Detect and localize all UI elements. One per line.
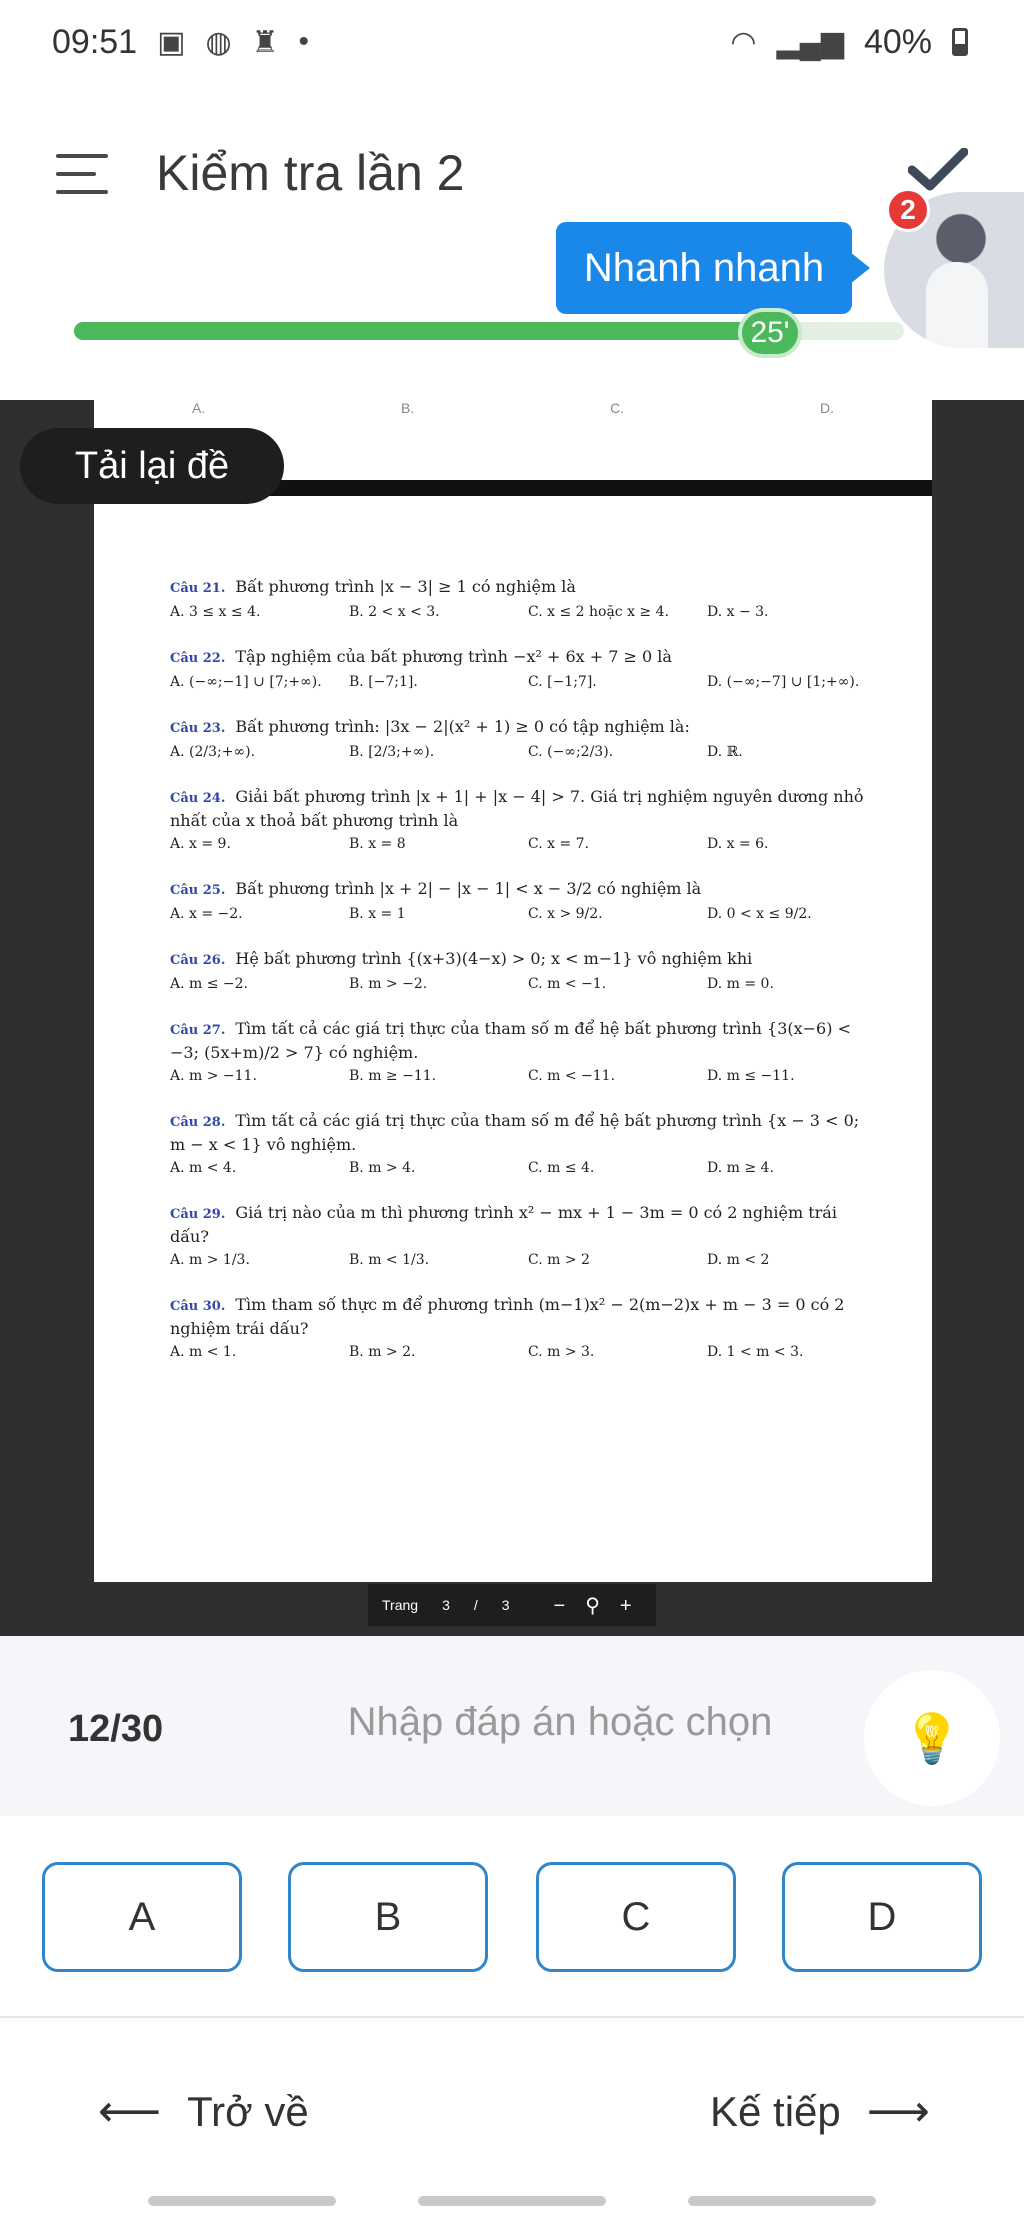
zoom-in-icon[interactable]: + xyxy=(619,1594,652,1617)
lightbulb-icon: 💡 xyxy=(902,1712,962,1766)
question-option: C. x > 9/2. xyxy=(528,906,603,922)
question-option: A. (2/3;+∞). xyxy=(170,744,256,760)
question-option: C. [−1;7]. xyxy=(528,674,597,690)
next-label: Kế tiếp xyxy=(710,2087,841,2135)
hint-button[interactable] xyxy=(864,1670,1000,1806)
pager-total: 3 xyxy=(501,1597,510,1613)
question-label: Câu 22. xyxy=(170,651,226,666)
question-text: Tìm tất cả các giá trị thực của tham số m để hệ bất phương trình {3(x−6) < −3; (5x+m)/2 > 7} có nghiệm. xyxy=(170,1019,851,1062)
battery-icon xyxy=(952,28,968,56)
choice-b-button[interactable]: B xyxy=(288,1862,488,1972)
question-text: Bất phương trình |x + 2| − |x − 1| < x − 3/2 có nghiệm là xyxy=(235,879,702,898)
question-option: D. 0 < x ≤ 9/2. xyxy=(707,906,812,922)
question-option: C. m < −1. xyxy=(528,976,607,992)
question-option: B. [−7;1]. xyxy=(349,674,418,690)
gallery-icon: ▣ xyxy=(157,25,186,59)
question-option: A. m < 4. xyxy=(170,1160,237,1176)
question-option: B. m > 4. xyxy=(349,1160,416,1176)
quiz-header xyxy=(0,84,1024,400)
messenger-icon: ◍ xyxy=(205,25,232,59)
gesture-bar xyxy=(0,2186,1024,2217)
question-option: D. (−∞;−7] ∪ [1;+∞). xyxy=(707,674,860,690)
choice-a-button[interactable]: A xyxy=(42,1862,242,1972)
question-option: B. x = 1 xyxy=(349,906,406,922)
question-option: A. x = −2. xyxy=(170,906,243,922)
question-label: Câu 29. xyxy=(170,1207,226,1222)
question-option: A. m > −11. xyxy=(170,1068,257,1084)
timer-badge: 25' xyxy=(738,308,802,358)
question-option: C. x ≤ 2 hoặc x ≥ 4. xyxy=(528,604,669,620)
dot-icon: • xyxy=(298,25,310,58)
question-text: Tìm tham số thực m để phương trình (m−1)x² − 2(m−2)x + m − 3 = 0 có 2 nghiệm trái dấu? xyxy=(170,1295,845,1338)
question-label: Câu 30. xyxy=(170,1299,226,1314)
question-option: B. [2/3;+∞). xyxy=(349,744,435,760)
back-button[interactable] xyxy=(98,2086,309,2137)
question-option: B. 2 < x < 3. xyxy=(349,604,440,620)
question-text: Bất phương trình |x − 3| ≥ 1 có nghiệm là xyxy=(235,577,576,596)
page-navigator xyxy=(368,1584,656,1626)
question-option: A. m > 1/3. xyxy=(170,1252,250,1268)
question-block xyxy=(170,576,876,620)
question-option: B. m > 2. xyxy=(349,1344,416,1360)
question-option: D. 1 < m < 3. xyxy=(707,1344,804,1360)
answer-bar xyxy=(0,1636,1024,1816)
question-option: A. 3 ≤ x ≤ 4. xyxy=(170,604,261,620)
arrow-left-icon: ⟵ xyxy=(98,2087,162,2136)
notification-badge: 2 xyxy=(886,188,930,232)
question-block xyxy=(170,716,876,760)
question-label: Câu 26. xyxy=(170,953,226,968)
fragment-option: D. xyxy=(820,400,835,416)
question-option: C. m > 2 xyxy=(528,1252,590,1268)
choice-d-button[interactable]: D xyxy=(782,1862,982,1972)
question-label: Câu 24. xyxy=(170,791,226,806)
question-option: C. m ≤ 4. xyxy=(528,1160,595,1176)
fragment-option: B. xyxy=(401,400,415,416)
question-text: Giá trị nào của m thì phương trình x² − mx + 1 − 3m = 0 có 2 nghiệm trái dấu? xyxy=(170,1203,837,1246)
question-option: A. m ≤ −2. xyxy=(170,976,249,992)
zoom-out-icon[interactable]: − xyxy=(553,1594,586,1617)
pager-separator: / xyxy=(473,1597,478,1613)
question-block xyxy=(170,1294,876,1360)
question-option: B. m ≥ −11. xyxy=(349,1068,437,1084)
question-block xyxy=(170,1018,876,1084)
question-block xyxy=(170,1202,876,1268)
reaction-bubble: Nhanh nhanh xyxy=(556,222,852,314)
question-option: C. x = 7. xyxy=(528,836,589,852)
check-icon[interactable] xyxy=(908,148,968,192)
question-text: Bất phương trình: |3x − 2|(x² + 1) ≥ 0 có tập nghiệm là: xyxy=(235,717,690,736)
question-label: Câu 28. xyxy=(170,1115,226,1130)
time-progress-fill xyxy=(74,322,771,340)
question-option: C. m > 3. xyxy=(528,1344,595,1360)
question-option: A. m < 1. xyxy=(170,1344,237,1360)
document-page xyxy=(94,496,932,1582)
question-label: Câu 27. xyxy=(170,1023,226,1038)
arrow-right-icon: ⟶ xyxy=(866,2087,930,2136)
fragment-option: A. xyxy=(191,400,206,416)
fragment-option: C. xyxy=(610,400,625,416)
question-text: Hệ bất phương trình {(x+3)(4−x) > 0; x < m−1} vô nghiệm khi xyxy=(235,949,753,968)
document-viewer[interactable] xyxy=(0,400,1024,1636)
question-block xyxy=(170,786,876,852)
pager-current: 3 xyxy=(442,1597,450,1613)
question-option: D. m = 0. xyxy=(707,976,774,992)
question-option: D. m ≥ 4. xyxy=(707,1160,774,1176)
question-option: B. m < 1/3. xyxy=(349,1252,430,1268)
question-block xyxy=(170,1110,876,1176)
question-option: D. x − 3. xyxy=(707,604,769,620)
question-text: Tập nghiệm của bất phương trình −x² + 6x + 7 ≥ 0 là xyxy=(235,647,672,666)
question-counter: 12/30 xyxy=(68,1708,164,1750)
question-option: A. (−∞;−1] ∪ [7;+∞). xyxy=(170,674,322,690)
reload-exam-button[interactable]: Tải lại đề xyxy=(20,428,284,504)
question-text: Giải bất phương trình |x + 1| + |x − 4| > 7. Giá trị nghiệm nguyên dương nhỏ nhất của x thoả bất phương trình là xyxy=(170,787,864,830)
answer-input[interactable] xyxy=(300,1682,820,1762)
question-label: Câu 21. xyxy=(170,581,226,596)
question-option: D. m < 2 xyxy=(707,1252,770,1268)
question-option: D. x = 6. xyxy=(707,836,769,852)
next-button[interactable] xyxy=(710,2086,930,2137)
question-text: Tìm tất cả các giá trị thực của tham số m để hệ bất phương trình {x − 3 < 0; m − x < 1} vô nghiệm. xyxy=(170,1111,860,1154)
signal-icon: ▂▄▆ xyxy=(776,25,844,59)
broom-icon: ♜ xyxy=(251,25,279,59)
zoom-search-icon[interactable]: ⚲ xyxy=(585,1594,620,1617)
status-time: 09:51 xyxy=(52,22,138,61)
question-label: Câu 23. xyxy=(170,721,226,736)
choice-c-button[interactable]: C xyxy=(536,1862,736,1972)
question-option: C. (−∞;2/3). xyxy=(528,744,614,760)
question-label: Câu 25. xyxy=(170,883,226,898)
footer-nav xyxy=(0,2016,1024,2186)
status-bar xyxy=(0,0,1024,84)
question-option: B. m > −2. xyxy=(349,976,428,992)
battery-percent: 40% xyxy=(863,22,932,61)
menu-icon[interactable] xyxy=(56,154,108,194)
question-option: A. x = 9. xyxy=(170,836,231,852)
page-title: Kiểm tra lần 2 xyxy=(156,145,465,201)
wifi-icon: ◠ xyxy=(730,25,757,59)
question-block xyxy=(170,646,876,690)
question-option: B. x = 8 xyxy=(349,836,406,852)
question-option: D. ℝ. xyxy=(707,744,743,760)
question-option: C. m < −11. xyxy=(528,1068,616,1084)
question-block xyxy=(170,878,876,922)
pager-label: Trang xyxy=(382,1597,419,1613)
question-block xyxy=(170,948,876,992)
answer-choices xyxy=(0,1816,1024,2016)
question-option: D. m ≤ −11. xyxy=(707,1068,795,1084)
back-label: Trở về xyxy=(187,2087,309,2135)
